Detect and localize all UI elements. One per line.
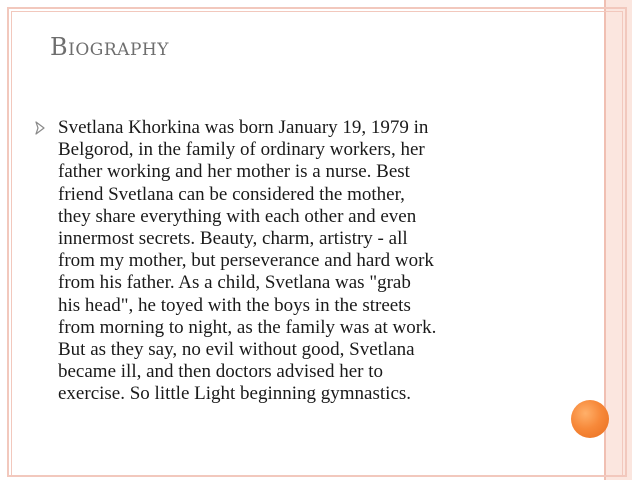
paragraph-line: his head", he toyed with the boys in the streets [58, 294, 411, 316]
paragraph-line: innermost secrets. Beauty, charm, artistry - all [58, 228, 408, 250]
paragraph-line: Svetlana Khorkina was born January 19, 1979 in [58, 117, 429, 138]
paragraph-line: But as they say, no evil without good, Svetlana [58, 339, 415, 361]
orange-orb-decoration [571, 400, 609, 438]
paragraph-line: from my mother, but perseverance and hard work [58, 250, 434, 272]
biography-paragraph [58, 117, 558, 406]
slide-title: Biography [50, 33, 169, 61]
paragraph-line: from morning to night, as the family was at work. [58, 316, 437, 338]
paragraph-line: Belgorod, in the family of ordinary workers, her [58, 139, 425, 161]
paragraph-line: they share everything with each other and even [58, 205, 417, 227]
paragraph-line: friend Svetlana can be considered the mother, [58, 183, 405, 205]
hollow-arrow-bullet-icon [35, 121, 45, 135]
paragraph-line: became ill, and then doctors advised her to [58, 361, 384, 383]
paragraph-line: father working and her mother is a nurse. Best [58, 161, 410, 183]
paragraph-line: exercise. So little Light beginning gymnastics. [58, 383, 412, 405]
paragraph-line: from his father. As a child, Svetlana was "grab [58, 272, 411, 294]
